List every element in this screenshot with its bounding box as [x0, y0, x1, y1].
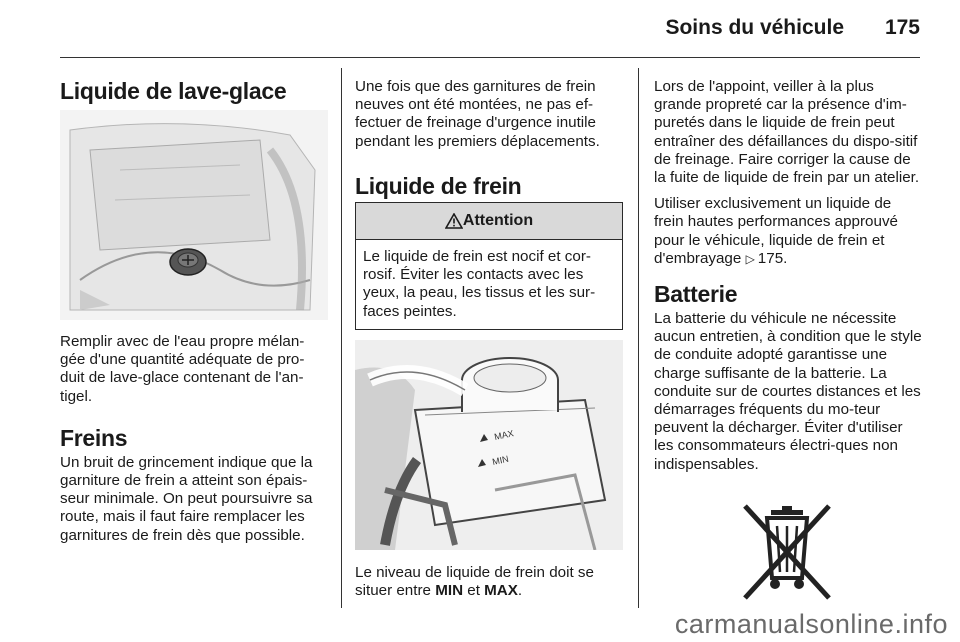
page-reference[interactable]: 175 [757, 249, 784, 267]
page-header [60, 16, 920, 46]
heading-washer-fluid: Liquide de lave-glace [60, 78, 287, 104]
column-2 [355, 78, 623, 200]
attention-paragraph: Le liquide de frein est nocif et cor-rosif. Éviter les contacts avec les yeux, la peau, les tissus et les sur-faces peintes. [363, 248, 596, 320]
min-label: MIN [435, 582, 464, 600]
brake-fluid-type-suffix: . [783, 249, 788, 267]
header-divider [60, 57, 920, 58]
attention-header [356, 203, 622, 240]
brakes-paragraph: Un bruit de grincement indique que la garniture de frein a atteint son épais-seur minimale. On peut poursuivre sa route, mais il faut faire remplacer les garnitures de frein dès que possible. [60, 453, 313, 544]
brake-fluid-type-paragraph [654, 195, 922, 268]
attention-title: Attention [462, 212, 534, 229]
crossed-out-wheelie-bin-icon [737, 500, 837, 602]
page-number: 175 [884, 16, 920, 39]
brake-fluid-type-text: Utiliser exclusivement un liquide de frein hautes performances approuvé pour le véhicule, liquide de frein et d'embrayage [654, 195, 898, 267]
column-3 [654, 78, 922, 474]
refill-paragraph: Lors de l'appoint, veiller à la plus grande propreté car la présence d'im-puretés dans le liquide de frein peut entraîner des défaillances du dispo-sitif de freinage. Faire corriger la cause de la fuite de liquide de frein par un atelier. [654, 78, 920, 187]
brake-level-suffix: . [517, 582, 523, 600]
page-reference-arrow-icon: ▷ [745, 251, 755, 266]
reservoir-min-label: MIN [491, 453, 510, 467]
washer-fluid-text [60, 333, 328, 545]
washer-fluid-drawing [60, 110, 328, 320]
brake-level-mid: et [463, 582, 485, 600]
attention-box [355, 202, 623, 330]
column-1 [60, 70, 328, 105]
brake-pads-paragraph: Une fois que des garnitures de frein neuves ont été montées, ne pas ef-fectuer de freinage d'urgence inutile pendant les premiers déplacements. [355, 78, 600, 150]
washer-fluid-paragraph: Remplir avec de l'eau propre mélan-gée d'une quantité adéquate de pro-duit de lave-glace contenant de l'an-tigel. [60, 333, 305, 405]
section-title: Soins du véhicule [665, 16, 844, 39]
heading-battery: Batterie [654, 281, 738, 308]
heading-brakes: Freins [60, 424, 128, 451]
brake-level-paragraph [355, 564, 623, 600]
battery-paragraph: La batterie du véhicule ne nécessite aucun entretien, à condition que le style de conduite adopté garantisse une charge suffisante de la batterie. La conduite sur de courtes distances et les démarrages fréquents du mo-teur peuvent la décharger. Éviter d'utiliser les consommateurs électri-ques non indispensables. [654, 310, 922, 473]
column-divider-2 [638, 68, 639, 608]
washer-fluid-illustration [60, 110, 328, 320]
brake-fluid-reservoir-illustration [355, 340, 623, 550]
brake-reservoir-drawing [355, 340, 623, 550]
attention-content [356, 240, 622, 327]
brake-level-text [355, 564, 623, 600]
heading-brake-fluid: Liquide de frein [355, 172, 522, 199]
reservoir-max-label: MAX [493, 428, 515, 442]
watermark: carmanualsonline.info [674, 609, 948, 639]
max-label: MAX [484, 582, 518, 600]
column-divider-1 [341, 68, 342, 608]
warning-triangle-icon [445, 213, 463, 229]
brake-level-prefix: Le niveau de liquide de frein doit se situer entre [355, 564, 594, 600]
